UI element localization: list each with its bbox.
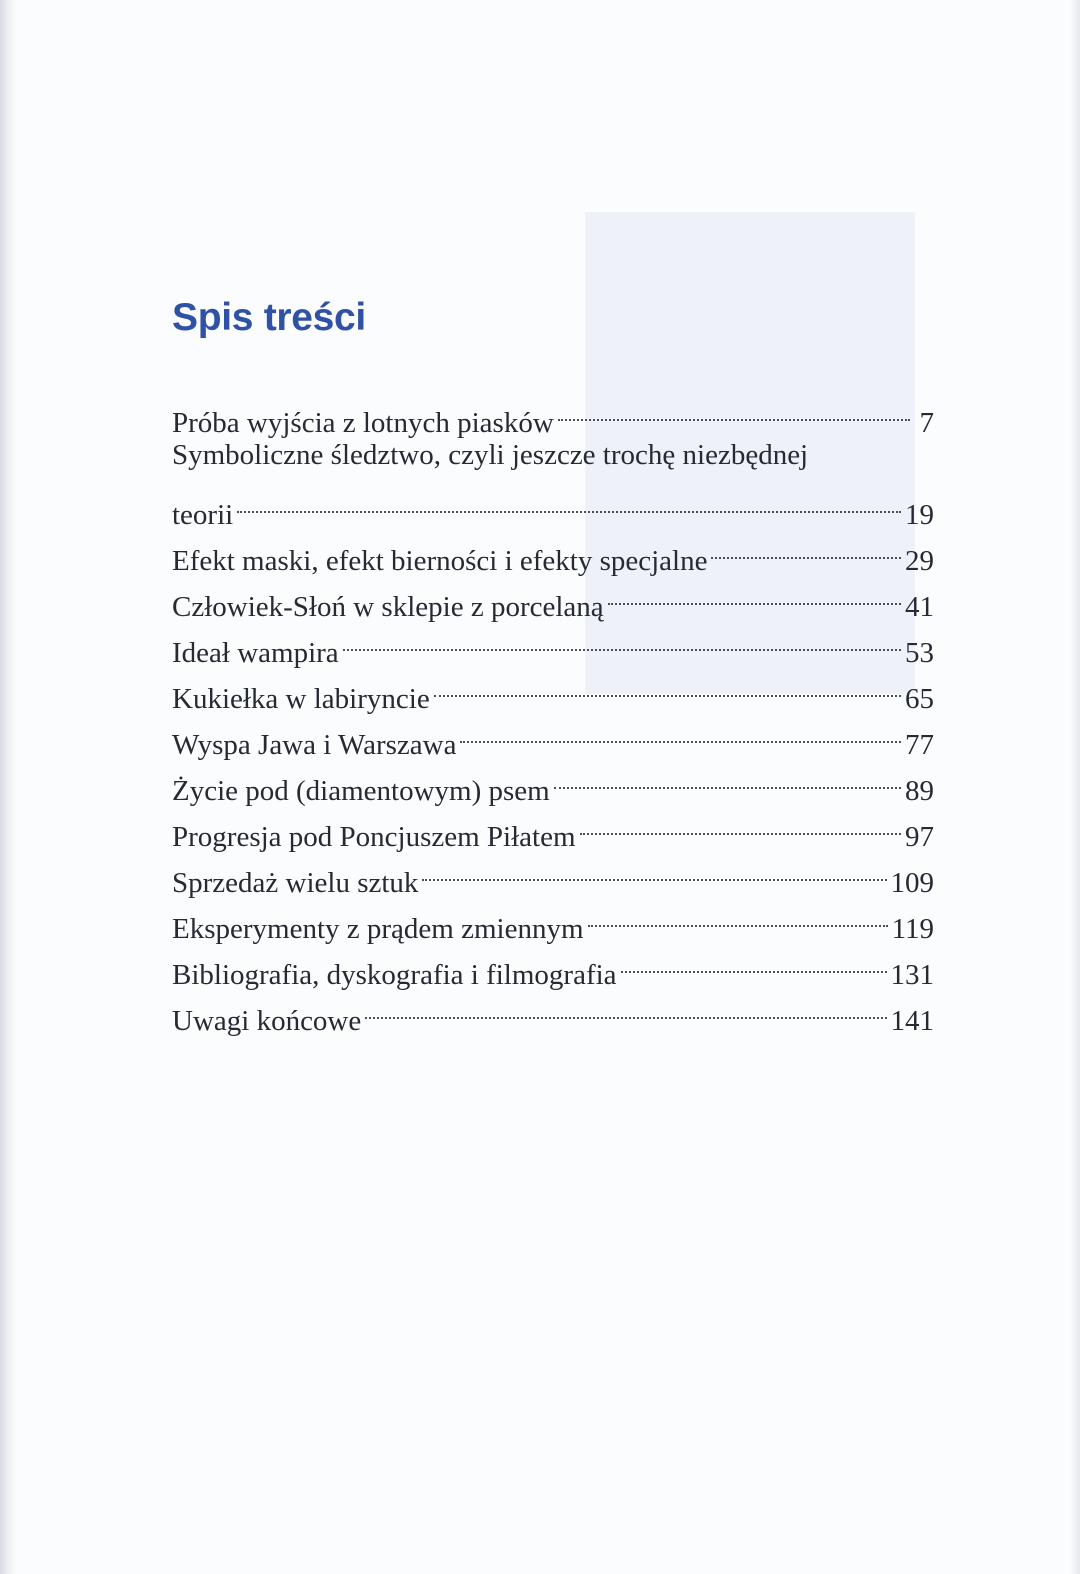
dot-leader: [588, 892, 888, 938]
dot-leader: [343, 616, 901, 662]
dot-leader: [422, 846, 886, 892]
toc-entry[interactable]: [172, 892, 934, 945]
toc-title: Spis treści: [172, 296, 366, 339]
dot-leader: [711, 524, 901, 570]
toc-entry-title: Efekt maski, efekt bierności i efekty specjalne: [172, 545, 708, 577]
toc-entry-page: 53: [905, 637, 934, 669]
toc-entry-title: Kukiełka w labiryncie: [172, 683, 430, 715]
toc-entry-title: Ideał wampira: [172, 637, 339, 669]
toc-entry[interactable]: [172, 846, 934, 899]
dot-leader: [365, 984, 886, 1030]
toc-entry-title: Sprzedaż wielu sztuk: [172, 867, 419, 899]
toc-entry-title-line1: Symboliczne śledztwo, czyli jeszcze trochę niezbędnej: [172, 439, 809, 471]
toc-entry-page: 65: [905, 683, 934, 715]
dot-leader: [237, 478, 901, 524]
toc-entry-page: 7: [919, 407, 934, 439]
dot-leader: [608, 570, 901, 616]
toc-entry-page: 41: [905, 591, 934, 623]
toc-entry-title: Progresja pod Poncjuszem Piłatem: [172, 821, 576, 853]
toc-entry[interactable]: [172, 984, 934, 1037]
dot-leader: [558, 386, 910, 432]
toc-entry[interactable]: [172, 800, 934, 853]
toc-entry[interactable]: [172, 570, 934, 623]
dot-leader: [621, 938, 887, 984]
toc-entry-page: 77: [905, 729, 934, 761]
toc-entry-title: Uwagi końcowe: [172, 1005, 362, 1037]
toc-entry-page: 141: [890, 1005, 934, 1037]
toc-entry-title: teorii: [172, 499, 234, 531]
toc-entry[interactable]: [172, 616, 934, 669]
toc-entry[interactable]: [172, 662, 934, 715]
toc-entry-title: Wyspa Jawa i Warszawa: [172, 729, 457, 761]
toc-entry-page: 119: [891, 913, 934, 945]
toc-entry-page: 29: [905, 545, 934, 577]
toc-entry-title: Życie pod (diamentowym) psem: [172, 775, 550, 807]
toc-entry[interactable]: [172, 386, 934, 439]
toc-entry-page: 19: [905, 499, 934, 531]
toc-entry-title: Bibliografia, dyskografia i filmografia: [172, 959, 617, 991]
page-edge: [1070, 0, 1080, 1574]
toc-entry-title: Eksperymenty z prądem zmiennym: [172, 913, 584, 945]
dot-leader: [434, 662, 901, 708]
toc-entry-page: 89: [905, 775, 934, 807]
toc-entry-title: Człowiek-Słoń w sklepie z porcelaną: [172, 591, 604, 623]
toc-entry-page: 131: [890, 959, 934, 991]
toc-entry[interactable]: [172, 938, 934, 991]
toc-entry-page: 109: [890, 867, 934, 899]
dot-leader: [554, 754, 901, 800]
binding-shadow: [0, 0, 16, 1574]
toc-entry[interactable]: [172, 524, 934, 577]
dot-leader: [580, 800, 901, 846]
dot-leader: [460, 708, 901, 754]
toc-entry-title: Próba wyjścia z lotnych piasków: [172, 407, 554, 439]
toc-entry[interactable]: [172, 708, 934, 761]
toc-entry[interactable]: [172, 754, 934, 807]
table-of-contents: [172, 386, 934, 1037]
toc-entry-page: 97: [905, 821, 934, 853]
